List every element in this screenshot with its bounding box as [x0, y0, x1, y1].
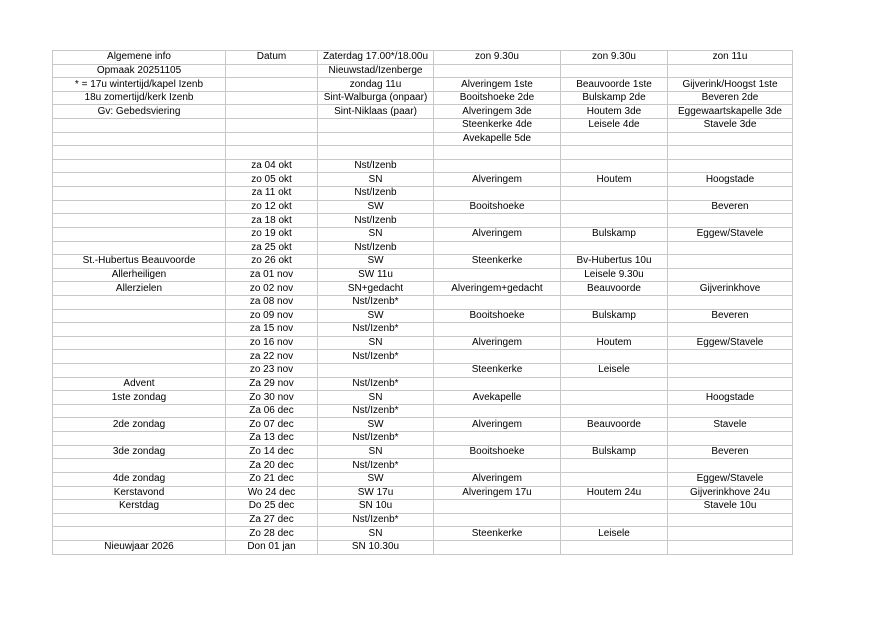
table-cell: Eggew/Stavele	[668, 227, 793, 241]
table-cell	[668, 432, 793, 446]
table-cell: Bulskamp	[561, 445, 668, 459]
table-cell	[561, 214, 668, 228]
table-cell: Alveringem	[434, 418, 561, 432]
table-cell: Stavele	[668, 418, 793, 432]
table-cell	[434, 500, 561, 514]
table-row	[53, 268, 793, 282]
table-cell: 18u zomertijd/kerk Izenb	[53, 91, 226, 105]
table-cell: Booitshoeke	[434, 200, 561, 214]
table-cell: Zo 07 dec	[226, 418, 318, 432]
table-cell	[434, 187, 561, 201]
schedule-table	[52, 50, 793, 555]
table-cell: Beauvoorde	[561, 282, 668, 296]
table-cell	[561, 146, 668, 160]
table-row	[53, 132, 793, 146]
table-cell: Houtem	[561, 336, 668, 350]
table-cell: Gijverink/Hoogst 1ste	[668, 78, 793, 92]
table-cell	[668, 64, 793, 78]
table-cell: za 08 nov	[226, 295, 318, 309]
table-row	[53, 527, 793, 541]
table-row	[53, 486, 793, 500]
table-cell	[434, 377, 561, 391]
table-cell: Bulskamp	[561, 309, 668, 323]
table-cell: Nst/Izenb*	[318, 323, 434, 337]
table-row	[53, 459, 793, 473]
table-cell: zo 02 nov	[226, 282, 318, 296]
table-cell	[561, 500, 668, 514]
table-cell: za 11 okt	[226, 187, 318, 201]
table-cell: Nst/Izenb*	[318, 404, 434, 418]
column-header: Algemene info	[53, 51, 226, 65]
table-cell: Avekapelle 5de	[434, 132, 561, 146]
table-cell: Steenkerke	[434, 527, 561, 541]
table-cell	[53, 214, 226, 228]
table-cell: Za 20 dec	[226, 459, 318, 473]
table-cell	[668, 527, 793, 541]
table-cell	[434, 459, 561, 473]
table-cell	[226, 78, 318, 92]
table-cell	[226, 64, 318, 78]
table-cell: Alveringem 1ste	[434, 78, 561, 92]
table-cell: Beveren 2de	[668, 91, 793, 105]
table-cell	[53, 295, 226, 309]
table-row	[53, 540, 793, 554]
table-cell: Stavele 10u	[668, 500, 793, 514]
table-row	[53, 432, 793, 446]
table-cell	[53, 459, 226, 473]
table-cell	[226, 132, 318, 146]
table-cell: Nieuwstad/Izenberge	[318, 64, 434, 78]
table-cell	[668, 255, 793, 269]
table-cell	[434, 513, 561, 527]
table-cell: Kerstdag	[53, 500, 226, 514]
table-row	[53, 445, 793, 459]
table-cell: Alveringem	[434, 472, 561, 486]
table-cell	[561, 64, 668, 78]
table-cell: Beveren	[668, 445, 793, 459]
table-cell: za 04 okt	[226, 159, 318, 173]
table-cell: Gijverinkhove	[668, 282, 793, 296]
table-cell: zo 09 nov	[226, 309, 318, 323]
table-cell: zo 19 okt	[226, 227, 318, 241]
table-cell	[434, 540, 561, 554]
table-cell: SN	[318, 336, 434, 350]
table-cell	[561, 459, 668, 473]
table-cell: Hoogstade	[668, 173, 793, 187]
table-cell: Alveringem	[434, 173, 561, 187]
table-cell: 3de zondag	[53, 445, 226, 459]
table-cell	[561, 187, 668, 201]
table-cell: Alveringem 3de	[434, 105, 561, 119]
table-header-row	[53, 51, 793, 65]
table-row	[53, 513, 793, 527]
table-cell: Allerzielen	[53, 282, 226, 296]
table-cell: SN	[318, 173, 434, 187]
table-cell	[668, 540, 793, 554]
table-cell: Gv: Gebedsviering	[53, 105, 226, 119]
table-cell: SN	[318, 227, 434, 241]
table-cell: Nst/Izenb*	[318, 513, 434, 527]
table-cell: Leisele	[561, 364, 668, 378]
table-cell: Zo 14 dec	[226, 445, 318, 459]
table-cell	[434, 64, 561, 78]
table-cell	[668, 146, 793, 160]
table-row	[53, 418, 793, 432]
table-cell	[53, 132, 226, 146]
table-row	[53, 159, 793, 173]
table-cell: Kerstavond	[53, 486, 226, 500]
table-cell: Zo 28 dec	[226, 527, 318, 541]
table-cell: SN 10.30u	[318, 540, 434, 554]
table-cell	[318, 119, 434, 133]
table-cell: Leisele 4de	[561, 119, 668, 133]
table-cell	[561, 241, 668, 255]
table-cell: Alveringem+gedacht	[434, 282, 561, 296]
table-cell	[53, 159, 226, 173]
table-cell: Leisele	[561, 527, 668, 541]
table-cell	[434, 350, 561, 364]
table-cell: Nst/Izenb*	[318, 459, 434, 473]
table-row	[53, 227, 793, 241]
table-row	[53, 391, 793, 405]
schedule-sheet	[52, 50, 793, 555]
table-cell: Zo 21 dec	[226, 472, 318, 486]
table-cell: 1ste zondag	[53, 391, 226, 405]
table-cell: Steenkerke	[434, 255, 561, 269]
table-cell	[561, 432, 668, 446]
table-cell: zo 23 nov	[226, 364, 318, 378]
table-cell: Houtem 3de	[561, 105, 668, 119]
table-row	[53, 377, 793, 391]
table-cell: Alveringem	[434, 336, 561, 350]
table-cell: Steenkerke	[434, 364, 561, 378]
table-cell	[318, 364, 434, 378]
table-cell	[318, 146, 434, 160]
table-cell	[53, 173, 226, 187]
table-cell: Don 01 jan	[226, 540, 318, 554]
table-cell	[53, 119, 226, 133]
table-row	[53, 91, 793, 105]
table-cell: Wo 24 dec	[226, 486, 318, 500]
table-cell	[668, 323, 793, 337]
table-cell	[668, 241, 793, 255]
table-cell: Nst/Izenb*	[318, 295, 434, 309]
table-row	[53, 364, 793, 378]
table-cell	[53, 432, 226, 446]
table-cell	[561, 513, 668, 527]
table-row	[53, 214, 793, 228]
table-cell: Alveringem 17u	[434, 486, 561, 500]
table-cell: Beveren	[668, 309, 793, 323]
table-cell: Eggew/Stavele	[668, 336, 793, 350]
table-cell: * = 17u wintertijd/kapel Izenb	[53, 78, 226, 92]
table-cell	[668, 132, 793, 146]
table-cell	[226, 119, 318, 133]
table-cell: Eggewaartskapelle 3de	[668, 105, 793, 119]
table-row	[53, 350, 793, 364]
table-cell: zo 05 okt	[226, 173, 318, 187]
table-row	[53, 255, 793, 269]
table-row	[53, 295, 793, 309]
table-cell	[53, 527, 226, 541]
table-cell	[668, 295, 793, 309]
table-cell: Nst/Izenb	[318, 159, 434, 173]
table-cell	[668, 159, 793, 173]
table-cell: SN	[318, 527, 434, 541]
table-row	[53, 323, 793, 337]
table-cell: Bv-Hubertus 10u	[561, 255, 668, 269]
table-row	[53, 500, 793, 514]
table-cell: za 01 nov	[226, 268, 318, 282]
table-cell: Nieuwjaar 2026	[53, 540, 226, 554]
table-cell: Avekapelle	[434, 391, 561, 405]
table-cell: SW	[318, 309, 434, 323]
table-cell: Gijverinkhove 24u	[668, 486, 793, 500]
table-cell: Steenkerke 4de	[434, 119, 561, 133]
table-cell	[53, 309, 226, 323]
table-cell: Beauvoorde	[561, 418, 668, 432]
table-cell	[226, 146, 318, 160]
table-cell	[668, 268, 793, 282]
table-cell	[53, 404, 226, 418]
table-cell: SW	[318, 418, 434, 432]
table-cell: Za 29 nov	[226, 377, 318, 391]
table-cell	[561, 200, 668, 214]
table-cell	[53, 227, 226, 241]
table-row	[53, 309, 793, 323]
table-cell: SN	[318, 391, 434, 405]
table-cell: SN	[318, 445, 434, 459]
table-cell: SW 17u	[318, 486, 434, 500]
table-cell	[561, 391, 668, 405]
table-cell: Sint-Niklaas (paar)	[318, 105, 434, 119]
table-cell	[53, 323, 226, 337]
table-row	[53, 241, 793, 255]
table-cell: Nst/Izenb*	[318, 432, 434, 446]
table-row	[53, 472, 793, 486]
table-cell	[561, 350, 668, 364]
table-cell	[434, 146, 561, 160]
table-cell: SN 10u	[318, 500, 434, 514]
table-cell: Houtem	[561, 173, 668, 187]
table-cell	[434, 432, 561, 446]
table-cell: SN+gedacht	[318, 282, 434, 296]
table-cell	[561, 132, 668, 146]
table-cell: za 18 okt	[226, 214, 318, 228]
table-cell	[226, 91, 318, 105]
table-cell	[668, 459, 793, 473]
table-cell: SW 11u	[318, 268, 434, 282]
table-cell	[561, 377, 668, 391]
table-cell	[53, 513, 226, 527]
column-header: Zaterdag 17.00*/18.00u	[318, 51, 434, 65]
table-cell	[53, 187, 226, 201]
table-cell: Zo 30 nov	[226, 391, 318, 405]
table-cell: zondag 11u	[318, 78, 434, 92]
table-row	[53, 282, 793, 296]
table-cell	[53, 200, 226, 214]
table-cell: Nst/Izenb*	[318, 377, 434, 391]
table-cell: Do 25 dec	[226, 500, 318, 514]
table-cell: SW	[318, 200, 434, 214]
table-cell: Sint-Walburga (onpaar)	[318, 91, 434, 105]
table-cell: Eggew/Stavele	[668, 472, 793, 486]
table-cell: SW	[318, 255, 434, 269]
table-cell	[434, 268, 561, 282]
table-cell: Hoogstade	[668, 391, 793, 405]
table-cell	[53, 241, 226, 255]
table-cell	[226, 105, 318, 119]
table-row	[53, 200, 793, 214]
schedule-table-body	[53, 51, 793, 555]
table-cell	[318, 132, 434, 146]
table-cell: za 25 okt	[226, 241, 318, 255]
table-cell: Booitshoeke	[434, 445, 561, 459]
table-cell: Nst/Izenb*	[318, 350, 434, 364]
table-cell	[53, 350, 226, 364]
table-row	[53, 78, 793, 92]
table-cell	[561, 323, 668, 337]
table-cell: 2de zondag	[53, 418, 226, 432]
table-cell	[53, 146, 226, 160]
table-row	[53, 64, 793, 78]
column-header: zon 9.30u	[561, 51, 668, 65]
table-row	[53, 336, 793, 350]
table-cell: Nst/Izenb	[318, 241, 434, 255]
table-cell: Allerheiligen	[53, 268, 226, 282]
table-cell: Za 13 dec	[226, 432, 318, 446]
table-cell	[668, 364, 793, 378]
table-cell: Beveren	[668, 200, 793, 214]
column-header: Datum	[226, 51, 318, 65]
table-cell	[561, 540, 668, 554]
table-cell	[434, 404, 561, 418]
table-cell	[53, 364, 226, 378]
table-row	[53, 105, 793, 119]
table-cell: zo 26 okt	[226, 255, 318, 269]
table-cell: Bulskamp 2de	[561, 91, 668, 105]
table-cell: Opmaak 20251105	[53, 64, 226, 78]
table-cell	[561, 404, 668, 418]
table-cell: 4de zondag	[53, 472, 226, 486]
table-cell	[668, 513, 793, 527]
column-header: zon 11u	[668, 51, 793, 65]
table-cell: Nst/Izenb	[318, 187, 434, 201]
table-row	[53, 404, 793, 418]
table-cell	[53, 336, 226, 350]
table-cell: Bulskamp	[561, 227, 668, 241]
table-cell	[561, 159, 668, 173]
table-cell	[434, 241, 561, 255]
table-cell: za 22 nov	[226, 350, 318, 364]
table-cell	[434, 323, 561, 337]
table-cell	[668, 187, 793, 201]
table-cell: za 15 nov	[226, 323, 318, 337]
table-cell	[434, 159, 561, 173]
table-cell: SW	[318, 472, 434, 486]
table-cell	[668, 404, 793, 418]
table-cell	[434, 295, 561, 309]
table-cell: zo 12 okt	[226, 200, 318, 214]
table-cell	[668, 377, 793, 391]
table-cell	[668, 214, 793, 228]
table-cell: Advent	[53, 377, 226, 391]
table-cell	[434, 214, 561, 228]
table-cell: St.-Hubertus Beauvoorde	[53, 255, 226, 269]
table-row	[53, 119, 793, 133]
table-cell: Leisele 9.30u	[561, 268, 668, 282]
table-cell	[668, 350, 793, 364]
table-cell: Za 27 dec	[226, 513, 318, 527]
table-cell	[561, 295, 668, 309]
table-cell: Alveringem	[434, 227, 561, 241]
table-row	[53, 146, 793, 160]
table-cell: Houtem 24u	[561, 486, 668, 500]
table-cell: Nst/Izenb	[318, 214, 434, 228]
table-cell: Booitshoeke	[434, 309, 561, 323]
table-row	[53, 187, 793, 201]
table-cell: Beauvoorde 1ste	[561, 78, 668, 92]
table-cell: Booitshoeke 2de	[434, 91, 561, 105]
table-cell: Stavele 3de	[668, 119, 793, 133]
table-cell: zo 16 nov	[226, 336, 318, 350]
table-cell	[561, 472, 668, 486]
table-row	[53, 173, 793, 187]
table-cell: Za 06 dec	[226, 404, 318, 418]
column-header: zon 9.30u	[434, 51, 561, 65]
